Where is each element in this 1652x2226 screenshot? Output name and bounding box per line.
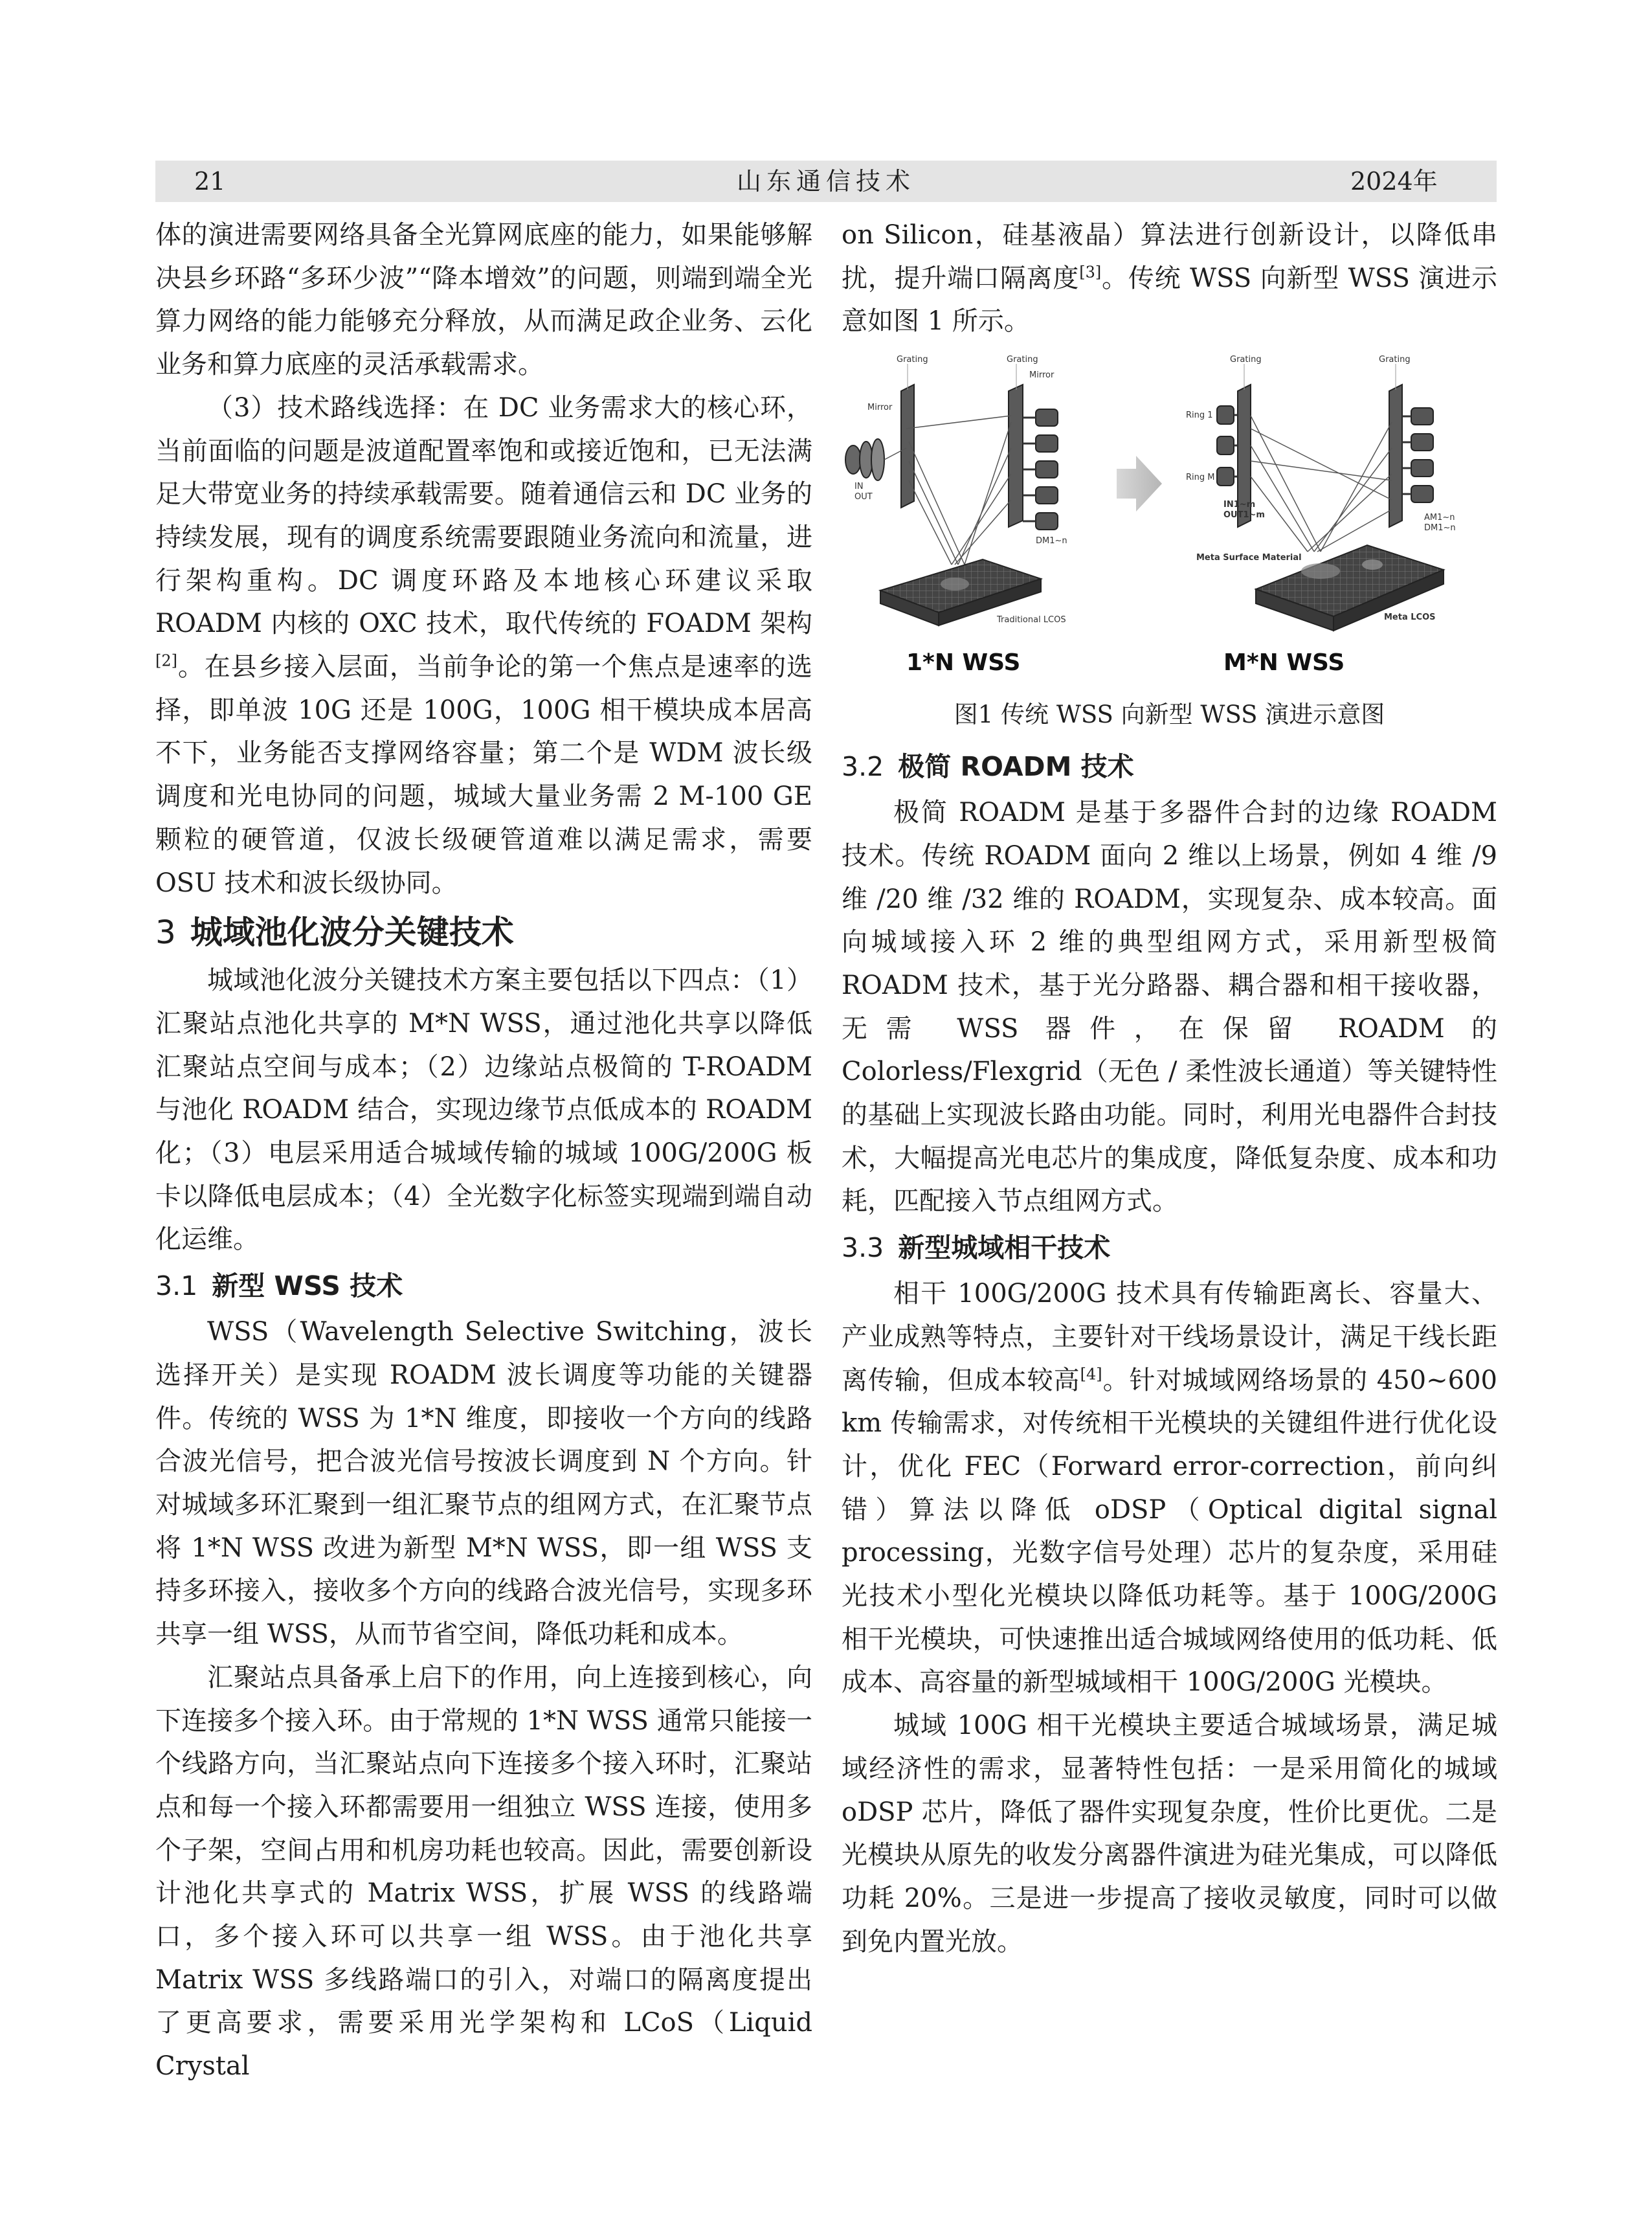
subsection-title: 新型城域相干技术 <box>898 1232 1111 1264</box>
paragraph <box>842 214 1497 343</box>
evolution-arrow <box>1117 456 1162 512</box>
section-heading <box>155 911 812 954</box>
wss-mxn-illustration <box>1217 364 1444 631</box>
subsection-heading <box>155 1266 812 1305</box>
label-ring-1: Ring 1 <box>1186 410 1213 421</box>
subsection-number: 3.2 <box>842 751 884 783</box>
subsection-heading <box>842 1228 1497 1267</box>
reference-marker[interactable]: [3] <box>1079 263 1102 282</box>
section-number: 3 <box>155 914 176 952</box>
paragraph-text: 。针对城域网络场景的 450~600 km 传输需求，对传统相干光模块的关键组件进行优化设计，优化 FEC（Forward error-correction，前向纠错）算法以降低 oDSP（Optical digital signal processing，光数字信号处理）芯片的复杂度，采用硅光技术小型化光模块以降低功耗等。基于 100G/200G 相干光模块，可快速推出适合城域网络使用的低功耗、低成本、高容量的新型城域相干 100G/200G 光模块。 <box>842 1365 1497 1698</box>
paragraph: 体的演进需要网络具备全光算网底座的能力，如果能够解决县乡环路“多环少波”“降本增效”的问题，则端到端全光算力网络的能力能够充分释放，从而满足政企业务、云化业务和算力底座的灵活承载需求。 <box>155 220 812 380</box>
label-am-dm: AM1~n DM1~n <box>1424 513 1456 534</box>
subsection-title: 新型 WSS 技术 <box>212 1270 403 1302</box>
reference-marker[interactable]: [2] <box>155 651 177 670</box>
label-grating: Grating <box>1379 355 1411 365</box>
output-port-stack <box>1402 408 1433 502</box>
grating-plate <box>1009 385 1023 527</box>
label-in-out: IN OUT <box>854 482 873 502</box>
label-meta-surface-material: Meta Surface Material <box>1196 553 1302 563</box>
label-dm: DM1~n <box>1036 536 1067 546</box>
paragraph <box>842 1272 1497 1704</box>
label-grating: Grating <box>1230 355 1262 365</box>
label-ring-m: Ring M <box>1186 473 1215 483</box>
left-column <box>155 214 812 2088</box>
journal-title: 山东通信技术 <box>736 167 916 196</box>
label-mirror: Mirror <box>867 403 893 413</box>
paragraph: 汇聚站点具备承上启下的作用，向上连接到核心，向下连接多个接入环。由于常规的 1*N WSS 通常只能接一个线路方向，当汇聚站点向下连接多个接入环时，汇聚站点和每一个接入环都需要用一组独立 WSS 连接，使用多个子架，空间占用和机房功耗也较高。因此，需要创新设计池化共享式的 Matrix WSS，扩展 WSS 的线路端口，多个接入环可以共享一组 WSS。由于池化共享 Matrix WSS 多线路端口的引入，对端口的隔离度提出了更高要求，需要采用光学架构和 LCoS（Liquid Crystal <box>155 1662 812 2082</box>
paragraph-text: 。在县乡接入层面，当前争论的第一个焦点是速率的选择，即单波 10G 还是 100G，100G 相干模块成本居高不下，业务能否支撑网络容量；第二个是 WDM 波长级调度和光电协同的问题，城域大量业务需 2 M-100 GE 颗粒的硬管道，仅波长级硬管道难以满足需求，需要 OSU 技术和波长级协同。 <box>155 652 812 898</box>
grating-plate <box>901 385 914 508</box>
figure-caption: 图1 传统 WSS 向新型 WSS 演进示意图 <box>954 701 1385 729</box>
paragraph-text: on Silicon，硅基液晶）算法进行创新设计，以降低串扰，提升端口隔离度 <box>842 220 1497 293</box>
paragraph: 城域池化波分关键技术方案主要包括以下四点：（1）汇聚站点池化共享的 M*N WSS，通过池化共享以降低汇聚站点空间与成本；（2）边缘站点极简的 T-ROADM 与池化 ROADM 结合，实现边缘节点低成本的 ROADM 化；（3）电层采用适合城域传输的城域 100G/200G 板卡以降低电层成本；（4）全光数字化标签实现端到端自动化运维。 <box>155 965 812 1255</box>
label-1xn-wss: 1*N WSS <box>906 649 1021 677</box>
subsection-number: 3.1 <box>155 1270 198 1302</box>
label-grating: Grating <box>1007 355 1038 365</box>
right-column <box>842 214 1497 1963</box>
label-mxn-wss: M*N WSS <box>1223 649 1345 677</box>
label-in-out-m: IN1~m OUT1~m <box>1223 500 1265 521</box>
ring-port-stack <box>1217 406 1238 486</box>
wss-evolution-diagram <box>842 351 1497 689</box>
paragraph: 极简 ROADM 是基于多器件合封的边缘 ROADM 技术。传统 ROADM 面向 2 维以上场景，例如 4 维 /9 维 /20 维 /32 维的 ROADM，实现复杂、成本较高。面向城域接入环 2 维的典型组网方式，采用新型极简 ROADM 技术，基于光分路器、耦合器和相干接收器，无需 WSS 器件，在保留 ROADM 的 Colorless/Flexgrid（无色 / 柔性波长通道）等关键特性的基础上实现波长路由功能。同时，利用光电器件合封技术，大幅提高光电芯片的集成度，降低复杂度、成本和功耗，匹配接入节点组网方式。 <box>842 798 1497 1217</box>
paragraph-text: 相干 100G/200G 技术具有传输距离长、容量大、产业成熟等特点，主要针对干线场景设计，满足干线长距离传输，但成本较高 <box>842 1279 1497 1395</box>
journal-year: 2024年 <box>1350 167 1438 196</box>
label-traditional-lcos: Traditional LCOS <box>997 615 1066 625</box>
label-grating: Grating <box>897 355 928 365</box>
label-mirror: Mirror <box>1029 370 1055 381</box>
paragraph: WSS（Wavelength Selective Switching，波长选择开关）是实现 ROADM 波长调度等功能的关键器件。传统的 WSS 为 1*N 维度，即接收一个方向的线路合波光信号，把合波光信号按波长调度到 N 个方向。针对城域多环汇聚到一组汇聚节点的组网方式，在汇聚节点将 1*N WSS 改进为新型 M*N WSS，即一组 WSS 支持多环接入，接收多个方向的线路合波光信号，实现多环共享一组 WSS，从而节省空间，降低功耗和成本。 <box>155 1317 812 1650</box>
output-port-stack <box>1023 409 1058 530</box>
grating-plate <box>1389 385 1402 527</box>
paragraph-text: 。传统 WSS 向新型 WSS 演进示意如图 1 所示。 <box>842 263 1497 337</box>
input-fiber-connector <box>845 439 884 480</box>
paragraph: 城域 100G 相干光模块主要适合城域场景，满足城域经济性的需求，显著特性包括：一是采用简化的城域 oDSP 芯片，降低了器件实现复杂度，性价比更优。二是光模块从原先的收发分离器件演进为硅光集成，可以降低功耗 20%。三是进一步提高了接收灵敏度，同时可以做到免内置光放。 <box>842 1711 1497 1957</box>
figure-1 <box>842 351 1497 689</box>
reference-marker[interactable]: [4] <box>1080 1365 1102 1384</box>
subsection-title: 极简 ROADM 技术 <box>898 751 1134 783</box>
light-paths <box>1251 416 1392 552</box>
paragraph-text: （3）技术路线选择：在 DC 业务需求大的核心环，当前面临的问题是波道配置率饱和或接近饱和，已无法满足大带宽业务的持续承载需要。随着通信云和 DC 业务的持续发展，现有的调度系统需要跟随业务流向和流量，进行架构重构。DC 调度环路及本地核心环建议采取 ROADM 内核的 OXC 技术，取代传统的 FOADM 架构 <box>155 392 812 639</box>
paragraph <box>155 387 812 905</box>
page-number: 21 <box>194 167 226 196</box>
section-title: 城域池化波分关键技术 <box>190 914 514 952</box>
subsection-number: 3.3 <box>842 1232 884 1264</box>
subsection-heading <box>842 747 1497 786</box>
label-meta-lcos: Meta LCOS <box>1384 613 1436 623</box>
